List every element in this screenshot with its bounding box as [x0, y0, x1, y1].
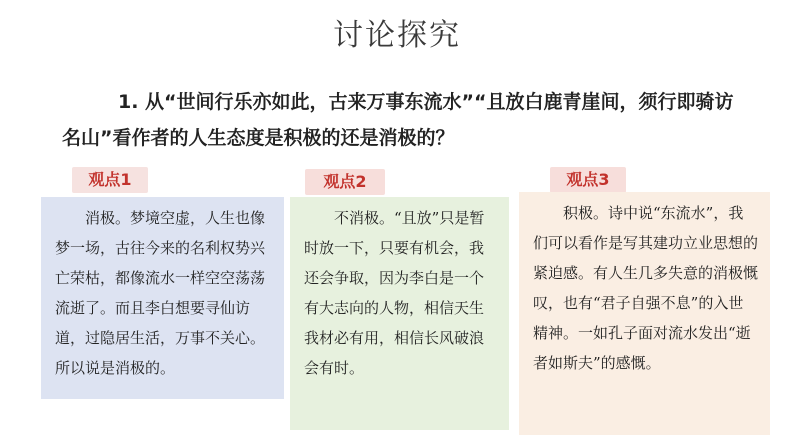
viewpoint-1-tag: 观点1 — [72, 167, 148, 193]
viewpoint-2-tag: 观点2 — [305, 169, 385, 195]
question-line-2: 名山”看作者的人生态度是积极的还是消极的？ — [62, 127, 455, 149]
viewpoint-3-text: 积极。诗中说“东流水”，我们可以看作是写其建功立业思想的紧迫感。有人生几多失意的消极慨叹，也有“君子自强不息”的入世精神。一如孔子面对流水发出“逝者如斯夫”的感慨。 — [519, 192, 770, 435]
page-title: 讨论探究 — [333, 18, 461, 53]
discussion-question — [62, 84, 762, 156]
viewpoint-3-tag: 观点3 — [550, 167, 626, 193]
question-line-1: 1. 从“世间行乐亦如此，古来万事东流水”“且放白鹿青崖间，须行即骑访 — [118, 91, 734, 113]
viewpoint-1-text: 消极。梦境空虚，人生也像梦一场，古往今来的名利权势兴亡荣枯，都像流水一样空空荡荡流逝了。而且李白想要寻仙访道，过隐居生活，万事不关心。所以说是消极的。 — [41, 197, 284, 399]
viewpoint-2-text: 不消极。“且放”只是暂时放一下，只要有机会，我还会争取，因为李白是一个有大志向的人物，相信天生我材必有用，相信长风破浪会有时。 — [290, 197, 509, 430]
